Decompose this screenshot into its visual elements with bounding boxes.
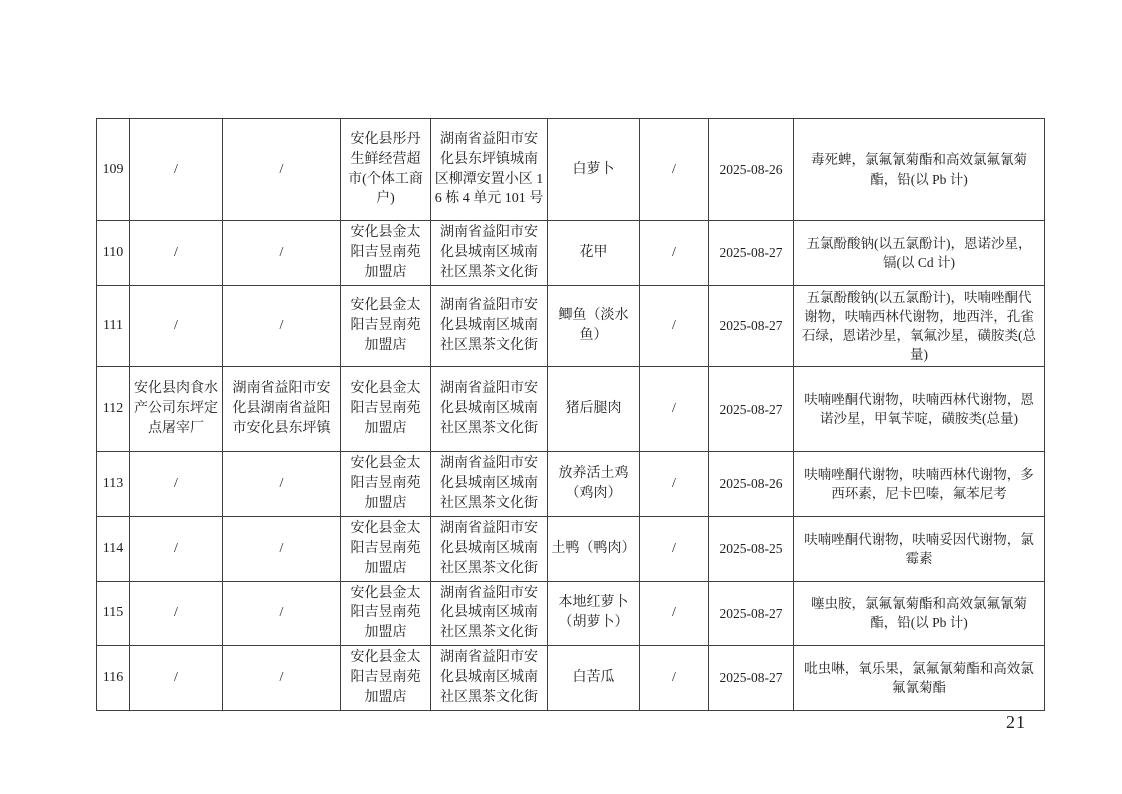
cell-seller-name: 安化县彤丹生鲜经营超市(个体工商户) [341, 119, 431, 221]
cell-spec: / [640, 119, 709, 221]
table-row [97, 516, 1045, 581]
cell-producer-address: / [223, 285, 341, 367]
cell-seller-name: 安化县金太阳吉昱南苑加盟店 [341, 221, 431, 286]
cell-producer-name: / [130, 285, 223, 367]
table-row [97, 285, 1045, 367]
cell-food-name: 土鸭（鸭肉） [548, 516, 640, 581]
cell-sequence-number: 109 [97, 119, 130, 221]
cell-producer-name: / [130, 221, 223, 286]
table-row [97, 367, 1045, 452]
cell-inspection-items: 呋喃唑酮代谢物，呋喃西林代谢物，多西环素，尼卡巴嗪，氟苯尼考 [794, 452, 1045, 517]
cell-producer-address: / [223, 221, 341, 286]
page-number: 21 [1006, 712, 1026, 732]
cell-seller-address: 湖南省益阳市安化县城南区城南社区黑茶文化街 [431, 452, 548, 517]
table-row [97, 119, 1045, 221]
cell-seller-address: 湖南省益阳市安化县城南区城南社区黑茶文化街 [431, 367, 548, 452]
cell-inspection-items: 五氯酚酸钠(以五氯酚计)，呋喃唑酮代谢物，呋喃西林代谢物，地西泮，孔雀石绿，恩诺沙星，氧氟沙星，磺胺类(总量) [794, 285, 1045, 367]
cell-food-name: 花甲 [548, 221, 640, 286]
cell-producer-name: / [130, 646, 223, 711]
cell-inspection-items: 毒死蜱，氯氟氰菊酯和高效氯氟氰菊酯，铅(以 Pb 计) [794, 119, 1045, 221]
cell-date: 2025-08-27 [709, 221, 794, 286]
cell-food-name: 本地红萝卜（胡萝卜） [548, 581, 640, 646]
cell-spec: / [640, 221, 709, 286]
cell-seller-name: 安化县金太阳吉昱南苑加盟店 [341, 516, 431, 581]
cell-seller-address: 湖南省益阳市安化县城南区城南社区黑茶文化街 [431, 285, 548, 367]
cell-inspection-items: 五氯酚酸钠(以五氯酚计)，恩诺沙星，镉(以 Cd 计) [794, 221, 1045, 286]
cell-food-name: 白萝卜 [548, 119, 640, 221]
cell-producer-address: / [223, 452, 341, 517]
cell-seller-name: 安化县金太阳吉昱南苑加盟店 [341, 452, 431, 517]
cell-sequence-number: 114 [97, 516, 130, 581]
cell-producer-address: / [223, 516, 341, 581]
cell-producer-name: / [130, 119, 223, 221]
cell-spec: / [640, 367, 709, 452]
cell-producer-name: / [130, 581, 223, 646]
cell-producer-address: 湖南省益阳市安化县湖南省益阳市安化县东坪镇 [223, 367, 341, 452]
cell-spec: / [640, 646, 709, 711]
cell-spec: / [640, 452, 709, 517]
cell-seller-name: 安化县金太阳吉昱南苑加盟店 [341, 285, 431, 367]
cell-inspection-items: 呋喃唑酮代谢物，呋喃西林代谢物，恩诺沙星，甲氧苄啶，磺胺类(总量) [794, 367, 1045, 452]
cell-producer-address: / [223, 119, 341, 221]
cell-food-name: 放养活土鸡（鸡肉） [548, 452, 640, 517]
cell-food-name: 白苦瓜 [548, 646, 640, 711]
cell-spec: / [640, 285, 709, 367]
cell-seller-address: 湖南省益阳市安化县城南区城南社区黑茶文化街 [431, 581, 548, 646]
cell-date: 2025-08-27 [709, 285, 794, 367]
cell-producer-name: / [130, 516, 223, 581]
cell-date: 2025-08-27 [709, 581, 794, 646]
cell-seller-address: 湖南省益阳市安化县城南区城南社区黑茶文化街 [431, 646, 548, 711]
cell-inspection-items: 吡虫啉，氧乐果，氯氟氰菊酯和高效氯氟氰菊酯 [794, 646, 1045, 711]
cell-spec: / [640, 516, 709, 581]
cell-sequence-number: 112 [97, 367, 130, 452]
cell-seller-address: 湖南省益阳市安化县东坪镇城南区柳潭安置小区 16 栋 4 单元 101 号 [431, 119, 548, 221]
table-row [97, 646, 1045, 711]
cell-date: 2025-08-25 [709, 516, 794, 581]
cell-seller-address: 湖南省益阳市安化县城南区城南社区黑茶文化街 [431, 516, 548, 581]
cell-sequence-number: 115 [97, 581, 130, 646]
cell-producer-name: / [130, 452, 223, 517]
cell-food-name: 鲫鱼（淡水鱼） [548, 285, 640, 367]
inspection-table-body [97, 119, 1045, 711]
table-row [97, 221, 1045, 286]
cell-date: 2025-08-26 [709, 452, 794, 517]
cell-date: 2025-08-27 [709, 367, 794, 452]
cell-date: 2025-08-26 [709, 119, 794, 221]
table-row [97, 452, 1045, 517]
cell-sequence-number: 111 [97, 285, 130, 367]
cell-producer-name: 安化县肉食水产公司东坪定点屠宰厂 [130, 367, 223, 452]
cell-seller-address: 湖南省益阳市安化县城南区城南社区黑茶文化街 [431, 221, 548, 286]
cell-producer-address: / [223, 581, 341, 646]
cell-producer-address: / [223, 646, 341, 711]
cell-seller-name: 安化县金太阳吉昱南苑加盟店 [341, 367, 431, 452]
cell-sequence-number: 116 [97, 646, 130, 711]
inspection-table [96, 118, 1045, 711]
table-row [97, 581, 1045, 646]
cell-seller-name: 安化县金太阳吉昱南苑加盟店 [341, 646, 431, 711]
cell-seller-name: 安化县金太阳吉昱南苑加盟店 [341, 581, 431, 646]
cell-sequence-number: 113 [97, 452, 130, 517]
cell-date: 2025-08-27 [709, 646, 794, 711]
cell-sequence-number: 110 [97, 221, 130, 286]
cell-inspection-items: 噻虫胺，氯氟氰菊酯和高效氯氟氰菊酯，铅(以 Pb 计) [794, 581, 1045, 646]
cell-spec: / [640, 581, 709, 646]
cell-inspection-items: 呋喃唑酮代谢物，呋喃妥因代谢物，氯霉素 [794, 516, 1045, 581]
cell-food-name: 猪后腿肉 [548, 367, 640, 452]
